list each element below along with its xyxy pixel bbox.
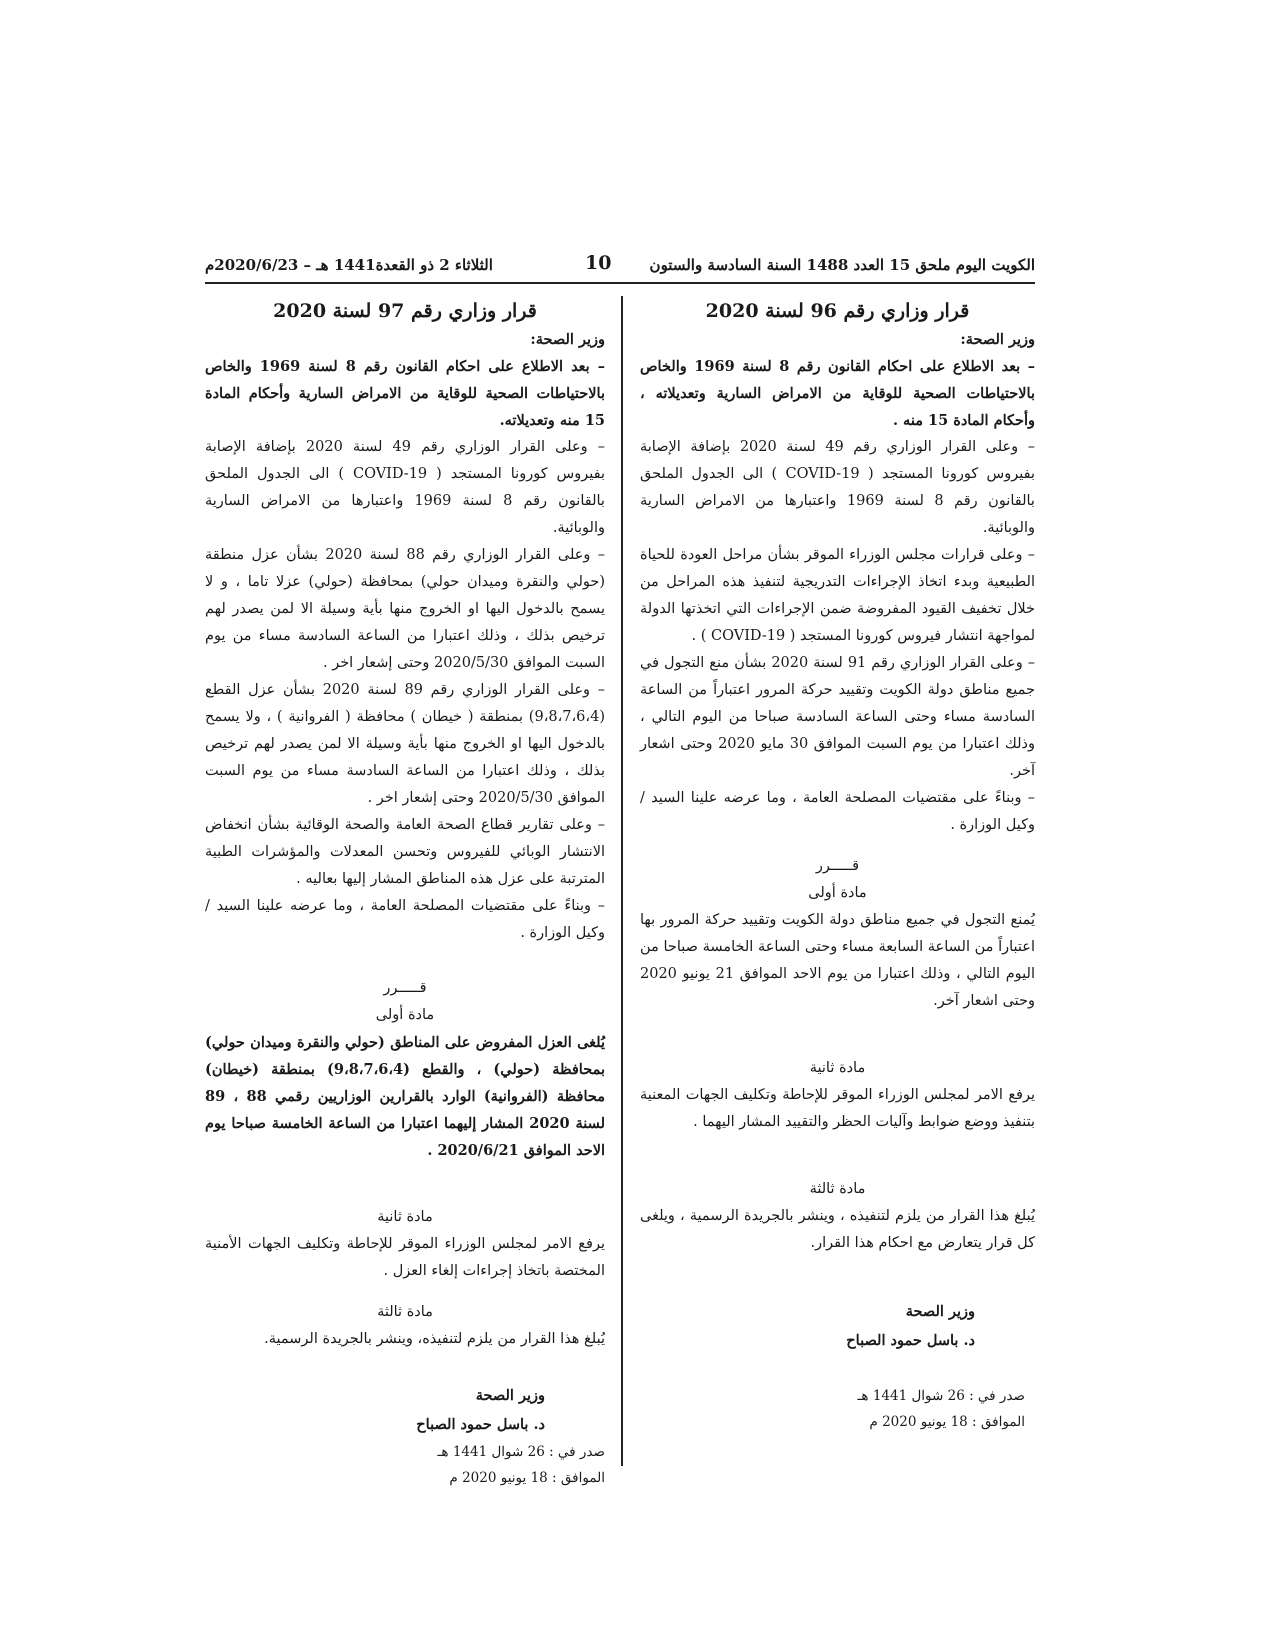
issue-date-block <box>640 1383 1035 1435</box>
preamble-para: – وعلى القرار الوزاري رقم 89 لسنة 2020 بشأن عزل القطع (9،8،7،6،4) بمنطقة ( خيطان ) محافظة ( الفروانية ) ، ولا يسمح بالدخول اليها او الخروج منها بأية وسيلة الا لمن يصدر لهم ترخيص بذلك ، وذلك اعتبارا من الساعة السادسة مساء من يوم السبت الموافق 2020/5/30 وحتى إشعار اخر . <box>205 682 605 806</box>
decision-title: قرار وزاري رقم 97 لسنة 2020 <box>273 300 537 322</box>
preamble-para: – بعد الاطلاع على احكام القانون رقم 8 لسنة 1969 والخاص بالاحتياطات الصحية للوقاية من الامراض السارية وتعديلاته ، وأحكام المادة 15 منه . <box>640 358 1035 429</box>
article-title: مادة أولى <box>808 885 867 901</box>
preamble-para: – وبناءً على مقتضيات المصلحة العامة ، وما عرضه علينا السيد / وكيل الوزارة . <box>640 790 1035 833</box>
intro: وزير الصحة: <box>960 331 1035 348</box>
signature-block <box>205 1381 605 1439</box>
article-title: مادة ثالثة <box>809 1181 866 1197</box>
intro: وزير الصحة: <box>530 331 605 348</box>
corresponding-date: الموافق : 18 يونيو 2020 م <box>869 1414 1025 1430</box>
preamble-para: – وعلى القرار الوزاري رقم 91 لسنة 2020 بشأن منع التجول في جميع مناطق دولة الكويت وتقييد حركة المرور اعتباراً من الساعة السادسة مساء وحتى الساعة السادسة صباحا من اليوم التالي ، وذلك اعتبارا من يوم السبت الموافق 30 مايو 2020 وحتى اشعار آخر. <box>640 655 1035 779</box>
preamble-para: – وعلى القرار الوزاري رقم 49 لسنة 2020 بإضافة الإصابة بفيروس كورونا المستجد ( COVID-19 ) الى الجدول الملحق بالقانون رقم 8 لسنة 1969 واعتبارها من الامراض السارية والوبائية. <box>640 439 1035 536</box>
preamble-para: – وعلى تقارير قطاع الصحة العامة والصحة الوقائية بشأن انخفاض الانتشار الوبائي للفيروس وتحسن المعدلات والمؤشرات الطبية المترتبة على عزل هذه المناطق المشار إليها بعاليه . <box>205 817 605 887</box>
decision-96 <box>640 296 1035 1435</box>
article-title: مادة ثالثة <box>377 1304 433 1320</box>
header-date: الثلاثاء 2 ذو القعدة1441 هـ – 2020/6/23م <box>205 256 493 274</box>
issued-on: صدر في : 26 شوال 1441 هـ <box>437 1444 605 1460</box>
preamble-para: – بعد الاطلاع على احكام القانون رقم 8 لسنة 1969 والخاص بالاحتياطات الصحية للوقاية من الامراض السارية وأحكام المادة 15 منه وتعديلاته. <box>205 358 605 429</box>
preamble-para: – وعلى القرار الوزاري رقم 49 لسنة 2020 بإضافة الإصابة بفيروس كورونا المستجد ( COVID-19 ) الى الجدول الملحق بالقانون رقم 8 لسنة 1969 واعتبارها من الامراض السارية والوبائية. <box>205 439 605 536</box>
signature-title: وزير الصحة <box>475 1387 545 1404</box>
preamble-para: – وبناءً على مقتضيات المصلحة العامة ، وما عرضه علينا السيد / وكيل الوزارة . <box>205 898 605 941</box>
article-text: يُبلغ هذا القرار من يلزم لتنفيذه ، وينشر بالجريدة الرسمية ، ويلغى كل قرار يتعارض مع احكام هذا القرار. <box>640 1208 1035 1251</box>
article-title: مادة ثانية <box>809 1060 866 1076</box>
decision-heading: قـــــرر <box>383 980 427 996</box>
page-header <box>205 252 1035 280</box>
corresponding-date: الموافق : 18 يونيو 2020 م <box>449 1470 605 1486</box>
decision-title: قرار وزاري رقم 96 لسنة 2020 <box>705 300 970 322</box>
article-text: يُمنع التجول في جميع مناطق دولة الكويت وتقييد حركة المرور بها اعتباراً من الساعة السابعة مساء وحتى الساعة الخامسة صباحا من اليوم التالي ، وذلك اعتبارا من يوم الاحد الموافق 21 يونيو 2020 وحتى اشعار آخر. <box>640 912 1035 1009</box>
article-text: يُلغى العزل المفروض على المناطق (حولي والنقرة وميدان حولي) بمحافظة (حولي) ، والقطع (9،8،7،6،4) بمنطقة (خيطان) محافظة (الفروانية) الوارد بالقرارين الوزاريين رقمي 88 ، 89 لسنة 2020 المشار إليهما اعتبارا من الساعة الخامسة صباحا يوم الاحد الموافق 2020/6/21 . <box>205 1034 605 1159</box>
header-rule <box>205 282 1035 284</box>
article-text: يرفع الامر لمجلس الوزراء الموقر للإحاطة وتكليف الجهات الأمنية المختصة باتخاذ إجراءات إلغاء العزل . <box>205 1236 605 1279</box>
preamble-para: – وعلى القرار الوزاري رقم 88 لسنة 2020 بشأن عزل منطقة (حولي والنقرة وميدان حولي) بمحافظة (حولي) عزلا تاما ، و لا يسمح بالدخول اليها او الخروج منها بأية وسيلة الا لمن يصدر لهم ترخيص بذلك ، وذلك اعتبارا من الساعة السادسة مساء من يوم السبت الموافق 2020/5/30 وحتى إشعار اخر . <box>205 547 605 671</box>
signature-block <box>640 1297 1035 1355</box>
article-title: مادة أولى <box>375 1007 435 1023</box>
preamble-para: – وعلى قرارات مجلس الوزراء الموقر بشأن مراحل العودة للحياة الطبيعية وبدء اتخاذ الإجراءات التدريجية لتنفيذ هذه المراحل من خلال تخفيف القيود المفروضة ضمن الإجراءات التي اتخذتها الدولة لمواجهة انتشار فيروس كورونا المستجد ( COVID-19 ) . <box>640 547 1035 644</box>
decision-97 <box>205 296 605 1491</box>
column-divider <box>621 296 623 1466</box>
header-publication: الكويت اليوم ملحق 15 العدد 1488 السنة السادسة والستون <box>649 256 1035 274</box>
article-text: يرفع الامر لمجلس الوزراء الموقر للإحاطة وتكليف الجهات المعنية بتنفيذ ووضع ضوابط وآليات الحظر والتقييد المشار اليهما . <box>640 1087 1035 1130</box>
signature-name: د. باسل حمود الصباح <box>416 1416 545 1433</box>
article-text: يُبلغ هذا القرار من يلزم لتنفيذه، وينشر بالجريدة الرسمية. <box>264 1331 605 1347</box>
page-number: 10 <box>585 252 612 274</box>
signature-title: وزير الصحة <box>905 1303 975 1320</box>
signature-name: د. باسل حمود الصباح <box>846 1332 975 1349</box>
decision-heading: قـــــرر <box>815 858 860 874</box>
issue-date-block <box>305 1439 605 1491</box>
article-title: مادة ثانية <box>377 1209 433 1225</box>
issued-on: صدر في : 26 شوال 1441 هـ <box>857 1388 1025 1404</box>
